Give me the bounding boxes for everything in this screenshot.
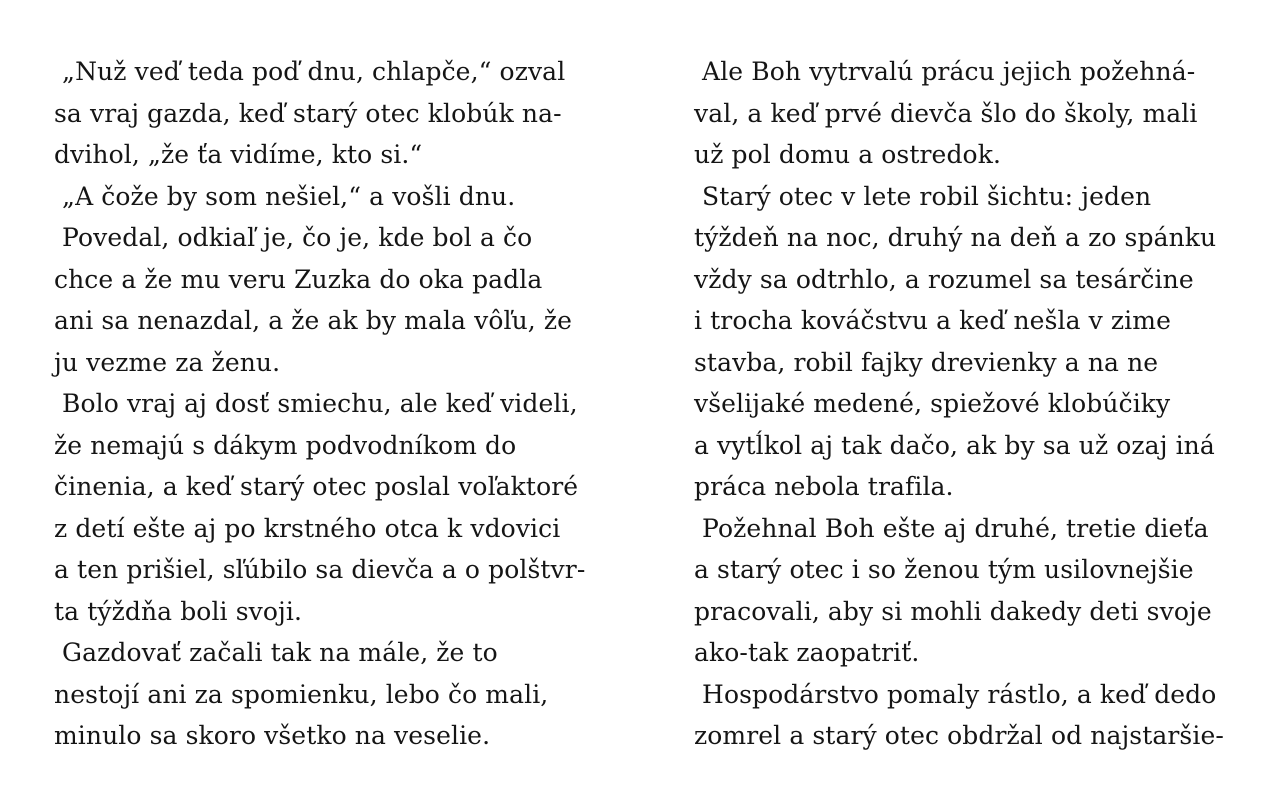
text-line: vždy sa odtrhlo, a rozumel sa tesárčine [694,264,1194,294]
text-line: val, a keď prvé dievča šlo do školy, mali [694,98,1198,128]
text-line: Starý otec v lete robil šichtu: jeden [694,181,1152,211]
left-page [54,51,614,757]
text-line: práca nebola trafila. [694,472,954,501]
text-line: ako-tak zaopatriť. [694,638,920,667]
text-line: ju vezme za ženu. [54,347,281,377]
right-page [694,51,1254,757]
text-line: nestojí ani za spomienku, lebo čo mali, [54,679,549,709]
text-line: týždeň na noc, druhý na deň a zo spánku [694,223,1217,252]
text-line: ta týždňa boli svoji. [54,596,302,626]
text-line: „A čože by som nešiel,“ a vošli dnu. [54,181,516,211]
text-line: pracovali, aby si mohli dakedy deti svoje [694,596,1212,626]
text-line: Bolo vraj aj dosť smiechu, ale keď videli, [54,389,578,418]
text-line: Povedal, odkiaľ je, čo je, kde bol a čo [54,223,533,252]
text-line: Gazdovať začali tak na mále, že to [54,638,498,667]
text-line: Ale Boh vytrvalú prácu jejich požehná- [694,57,1196,86]
text-line: minulo sa skoro všetko na veselie. [54,721,491,750]
text-line: Požehnal Boh ešte aj druhé, tretie dieťa [694,513,1209,543]
text-line: že nemajú s dákym podvodníkom do [54,430,517,460]
text-line: a starý otec i so ženou tým usilovnejšie [694,555,1194,584]
text-line: z detí ešte aj po krstného otca k vdovici [54,513,561,543]
text-line: ani sa nenazdal, a že ak by mala vôľu, že [54,306,573,335]
text-line: všelijaké medené, spiežové klobúčiky [694,389,1171,418]
text-line: Hospodárstvo pomaly rástlo, a keď dedo [694,679,1217,709]
text-line: „Nuž veď teda poď dnu, chlapče,“ ozval [54,57,566,86]
text-line: chce a že mu veru Zuzka do oka padla [54,264,543,294]
text-line: stavba, robil fajky drevienky a na ne [694,347,1159,377]
text-line: zomrel a starý otec obdržal od najstaršie- [694,721,1224,750]
text-line: sa vraj gazda, keď starý otec klobúk na- [54,98,562,128]
text-line: už pol domu a ostredok. [694,140,1001,169]
text-line: a vytĺkol aj tak dačo, ak by sa už ozaj iná [694,430,1215,460]
text-line: i trocha kováčstvu a keď nešla v zime [694,306,1171,335]
text-line: a ten prišiel, sľúbilo sa dievča a o polštvr- [54,555,586,584]
text-line: dvihol, „že ťa vidíme, kto si.“ [54,140,423,169]
text-line: činenia, a keď starý otec poslal voľaktoré [54,472,579,501]
